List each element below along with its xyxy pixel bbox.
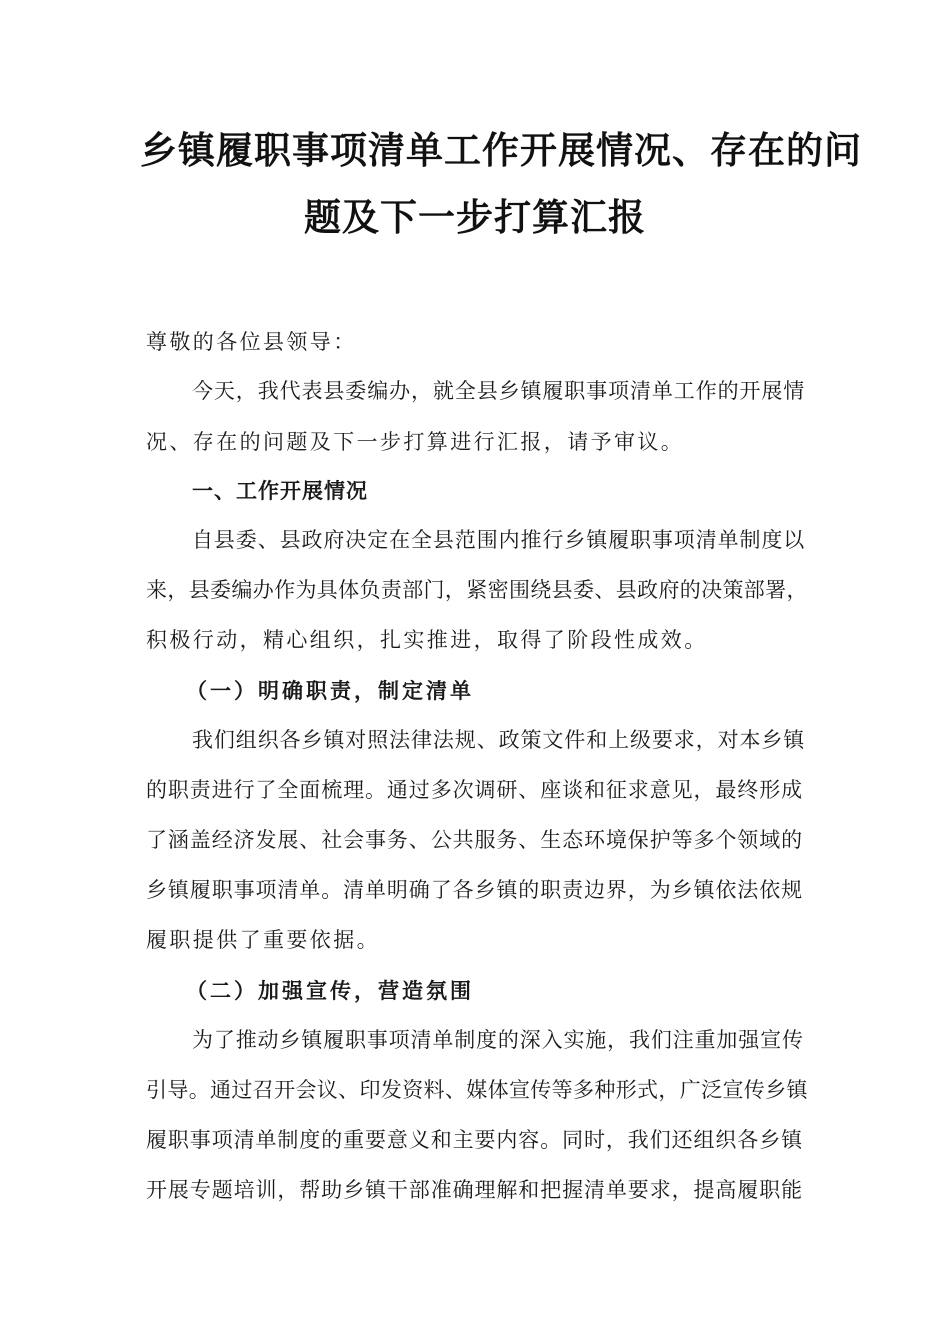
- paragraph-line: 积极行动，精心组织，扎实推进，取得了阶段性成效。: [146, 628, 708, 652]
- paragraph-line: 自县委、县政府决定在全县范围内推行乡镇履职事项清单制度以: [192, 528, 806, 552]
- subsection-heading: （一）明确职责，制定清单: [186, 678, 474, 703]
- paragraph-line: 我们组织各乡镇对照法律法规、政策文件和上级要求，对本乡镇: [192, 728, 806, 752]
- paragraph-line: 为了推动乡镇履职事项清单制度的深入实施，我们注重加强宣传: [192, 1028, 804, 1052]
- section-heading: 一、工作开展情况: [192, 479, 368, 503]
- paragraph-line: 履职提供了重要依据。: [146, 928, 380, 952]
- paragraph-line: 引导。通过召开会议、印发资料、媒体宣传等多种形式，广泛宣传乡镇: [146, 1078, 808, 1102]
- document-title-line-2: 题及下一步打算汇报: [304, 195, 646, 239]
- paragraph-line: 了涵盖经济发展、社会事务、公共服务、生态环境保护等多个领域的: [146, 828, 803, 852]
- paragraph-line: 今天，我代表县委编办，就全县乡镇履职事项清单工作的开展情: [192, 379, 806, 403]
- paragraph-line: 况、存在的问题及下一步打算进行汇报，请予审议。: [146, 430, 685, 454]
- document-title-line-1: 乡镇履职事项清单工作开展情况、存在的问: [140, 128, 862, 172]
- subsection-heading: （二）加强宣传，营造氛围: [186, 978, 474, 1003]
- salutation: 尊敬的各位县领导：: [146, 330, 357, 354]
- paragraph-line: 的职责进行了全面梳理。通过多次调研、座谈和征求意见，最终形成: [146, 778, 803, 802]
- paragraph-line: 履职事项清单制度的重要意义和主要内容。同时，我们还组织各乡镇: [146, 1128, 803, 1152]
- paragraph-line: 乡镇履职事项清单。清单明确了各乡镇的职责边界，为乡镇依法依规: [146, 878, 803, 902]
- paragraph-line: 开展专题培训，帮助乡镇干部准确理解和把握清单要求，提高履职能: [146, 1178, 803, 1202]
- paragraph-line: 来，县委编办作为具体负责部门，紧密围绕县委、县政府的决策部署，: [146, 578, 808, 602]
